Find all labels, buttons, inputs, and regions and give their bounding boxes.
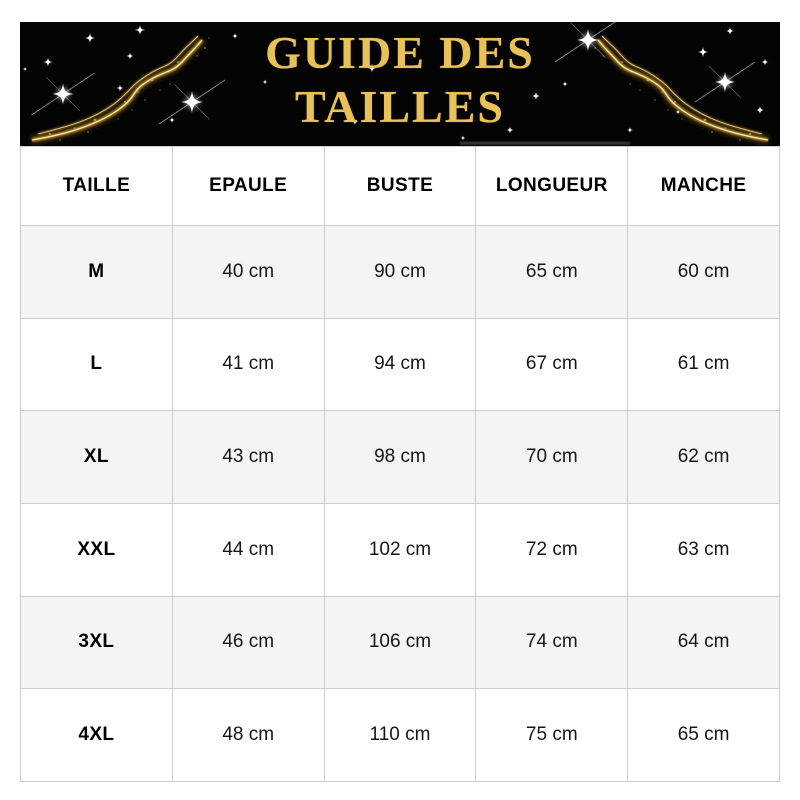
value-cell: 70 cm: [476, 411, 628, 504]
page-title-line2: TAILLES: [294, 81, 506, 132]
value-cell: 98 cm: [324, 411, 476, 504]
size-cell: M: [21, 226, 173, 319]
value-cell: 90 cm: [324, 226, 476, 319]
value-cell: 65 cm: [628, 689, 780, 782]
value-cell: 62 cm: [628, 411, 780, 504]
value-cell: 94 cm: [324, 318, 476, 411]
size-table: [20, 146, 780, 782]
value-cell: 46 cm: [172, 596, 324, 689]
value-cell: 40 cm: [172, 226, 324, 319]
value-cell: 110 cm: [324, 689, 476, 782]
header-banner: [20, 22, 780, 146]
page-title-line1: GUIDE DES: [265, 27, 535, 78]
value-cell: 43 cm: [172, 411, 324, 504]
page-title: [20, 26, 780, 134]
value-cell: 72 cm: [476, 503, 628, 596]
size-cell: XL: [21, 411, 173, 504]
value-cell: 102 cm: [324, 503, 476, 596]
table-row: [21, 411, 780, 504]
column-header-longueur: LONGUEUR: [476, 147, 628, 226]
table-row: [21, 318, 780, 411]
value-cell: 75 cm: [476, 689, 628, 782]
value-cell: 65 cm: [476, 226, 628, 319]
size-cell: XXL: [21, 503, 173, 596]
size-cell: L: [21, 318, 173, 411]
value-cell: 67 cm: [476, 318, 628, 411]
size-cell: 3XL: [21, 596, 173, 689]
value-cell: 63 cm: [628, 503, 780, 596]
table-row: [21, 226, 780, 319]
value-cell: 48 cm: [172, 689, 324, 782]
size-cell: 4XL: [21, 689, 173, 782]
lens-flare-streak: [460, 142, 630, 145]
column-header-epaule: EPAULE: [172, 147, 324, 226]
table-row: [21, 503, 780, 596]
column-header-buste: BUSTE: [324, 147, 476, 226]
column-header-taille: TAILLE: [21, 147, 173, 226]
column-header-manche: MANCHE: [628, 147, 780, 226]
table-header-row: [21, 147, 780, 226]
table-row: [21, 689, 780, 782]
value-cell: 64 cm: [628, 596, 780, 689]
value-cell: 74 cm: [476, 596, 628, 689]
value-cell: 60 cm: [628, 226, 780, 319]
value-cell: 106 cm: [324, 596, 476, 689]
value-cell: 41 cm: [172, 318, 324, 411]
value-cell: 61 cm: [628, 318, 780, 411]
value-cell: 44 cm: [172, 503, 324, 596]
table-row: [21, 596, 780, 689]
